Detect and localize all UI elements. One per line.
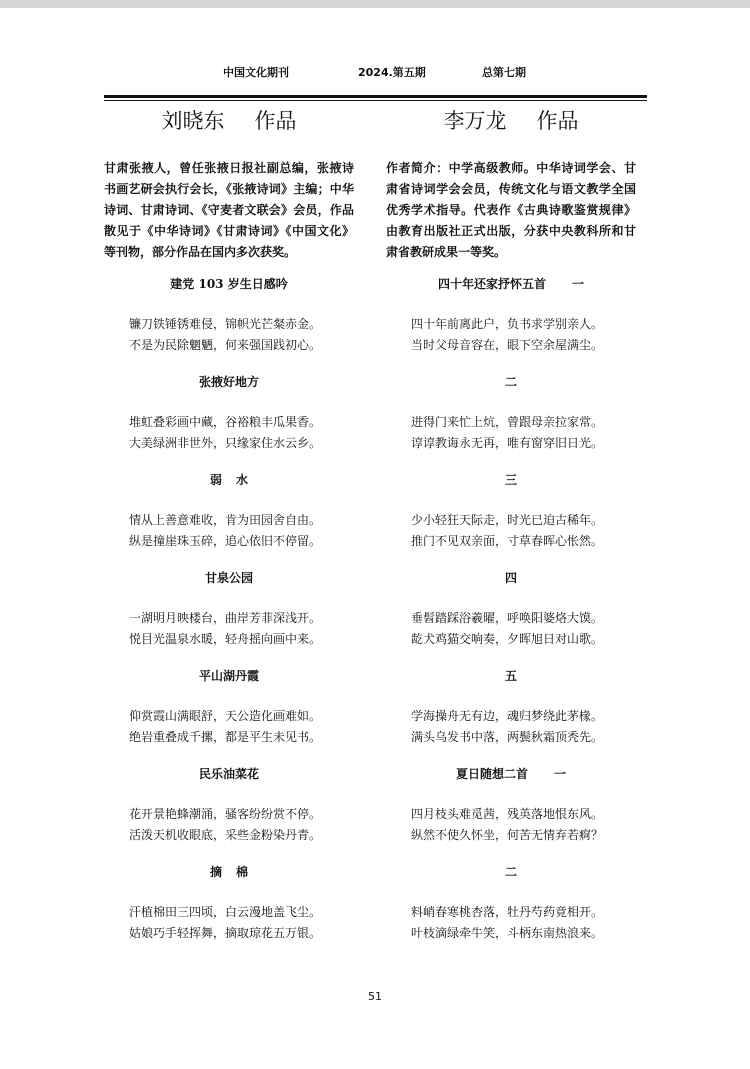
poem-line: 仰赏霞山满眼舒，天公造化画难如。 xyxy=(129,709,322,723)
right-author-suffix: 作品 xyxy=(536,109,579,133)
poem-line: 垂髫踏踩浴羲曜，呼唤阳婆烙大馍。 xyxy=(411,611,604,625)
poem-line: 料峭春寒桃杏落，牡丹芍药竟相开。 xyxy=(411,905,604,919)
poem-line: 活泼天机收眼底，采些金粉染丹青。 xyxy=(129,828,322,842)
poem-title: 建党 103 岁生日感吟 xyxy=(170,277,288,291)
poem-line: 花开景艳蜂潮涌，骚客纷纷赏不停。 xyxy=(129,807,322,821)
poem-line: 大美绿洲非世外，只缘家住水云乡。 xyxy=(129,436,322,450)
left-author-name: 刘晓东 xyxy=(161,109,225,133)
poem-line: 悦目光温泉水暖，轻舟摇向画中来。 xyxy=(129,632,322,646)
poem-title xyxy=(386,272,636,296)
poem-line: 满头乌发书中落，两鬓秋霜顶秃先。 xyxy=(411,730,604,744)
right-author-heading xyxy=(386,105,636,137)
poem xyxy=(104,566,354,664)
poem-line: 堆虹叠彩画中藏，谷裕粮丰瓜果香。 xyxy=(129,415,322,429)
poem-line: 四月枝头难觅茜，残英落地恨东风。 xyxy=(411,807,604,821)
poem-line: 四十年前离此户，负书求学别亲人。 xyxy=(411,317,604,331)
poem-title-text: 四十年还家抒怀五首 xyxy=(437,277,546,291)
poem-title: 二 xyxy=(504,375,517,389)
poem-number: 一 xyxy=(554,767,567,781)
header-rule-thin xyxy=(104,100,647,101)
poem xyxy=(386,566,636,664)
right-column xyxy=(386,104,636,263)
right-author-bio: 作者简介：中学高级教师。中华诗词学会、甘肃省诗词学会会员，传统文化与语文教学全国优秀学术指导。代表作《古典诗歌鉴赏规律》由教育出版社正式出版，分获中央教科所和甘肃省教研成果一等奖。 xyxy=(386,161,636,259)
left-author-bio: 甘肃张掖人，曾任张掖日报社副总编，张掖诗书画艺研会执行会长，《张掖诗词》主编；中华诗词、甘肃诗词、《守麦者文联会》会员，作品散见于《中华诗词》《甘肃诗词》《中国文化》等刊物，部分作品在国内多次获奖。 xyxy=(104,161,354,259)
poem-title: 平山湖丹霞 xyxy=(198,669,259,683)
issue-label: 2024.第五期 xyxy=(358,66,426,79)
poem-line: 纵是撞崖珠玉碎，追心依旧不停留。 xyxy=(129,534,322,548)
left-author-heading xyxy=(104,105,354,137)
poem xyxy=(386,468,636,566)
poem-title: 民乐油菜花 xyxy=(198,767,259,781)
poem xyxy=(386,762,636,860)
right-poems xyxy=(386,272,636,958)
poem xyxy=(104,468,354,566)
poem xyxy=(104,664,354,762)
poem-title: 甘泉公园 xyxy=(204,571,253,585)
poem-line: 一湖明月映楼台，曲岸芳菲深浅开。 xyxy=(129,611,322,625)
poem-line: 当时父母音容在，眼下空余屋满尘。 xyxy=(411,338,604,352)
left-column xyxy=(104,104,354,263)
poem-line: 纵然不使久怀坐，何苦无情弃若痾？ xyxy=(411,828,604,842)
poem-line: 谆谆教诲永无再，唯有窗穿旧日光。 xyxy=(411,436,604,450)
poem-title xyxy=(104,468,354,492)
poem-line: 龁犬鸡猫交响奏，夕晖旭日对山歌。 xyxy=(411,632,604,646)
left-author-suffix: 作品 xyxy=(254,109,297,133)
poem-line: 镰刀铁锤锈难侵，锦帜光芒粲赤金。 xyxy=(129,317,322,331)
poem-title: 四 xyxy=(504,571,517,585)
poem-title: 二 xyxy=(504,865,517,879)
poem-line: 推门不见双亲面，寸草春晖心怅然。 xyxy=(411,534,604,548)
poem-number: 一 xyxy=(572,277,585,291)
poem xyxy=(104,762,354,860)
poem-line: 汗植棉田三四顷，白云漫地盖飞尘。 xyxy=(129,905,322,919)
poem-title xyxy=(386,762,636,786)
poem-line: 姑娘巧手轻挥舞，摘取琼花五万银。 xyxy=(129,926,322,940)
poem-title-part: 摘 xyxy=(209,865,222,879)
poem-line: 进得门来忙上炕，曾跟母亲拉家常。 xyxy=(411,415,604,429)
total-issue-label: 总第七期 xyxy=(482,66,526,79)
poem-line: 叶枝滴绿牵牛笑，斗柄东南热浪来。 xyxy=(411,926,604,940)
poem xyxy=(386,860,636,958)
poem-title: 五 xyxy=(504,669,517,683)
poem-title-part: 水 xyxy=(236,473,249,487)
poem-line: 少小轻狂天际走，时光已迫古稀年。 xyxy=(411,513,604,527)
poem-title-part: 棉 xyxy=(236,865,249,879)
poem xyxy=(386,272,636,370)
poem-line: 情从上善意难收，肯为田园舍自由。 xyxy=(129,513,322,527)
poem-line: 绝岩重叠成千摞，都是平生未见书。 xyxy=(129,730,322,744)
left-poems xyxy=(104,272,354,958)
poem xyxy=(386,664,636,762)
page-header xyxy=(0,64,750,80)
poem xyxy=(104,370,354,468)
right-author-name: 李万龙 xyxy=(443,109,507,133)
header-rule-thick xyxy=(104,95,647,98)
poem-title: 三 xyxy=(504,473,517,487)
poem-title-part: 弱 xyxy=(209,473,222,487)
poem-title: 张掖好地方 xyxy=(198,375,259,389)
journal-name: 中国文化期刊 xyxy=(223,66,289,79)
poem xyxy=(386,370,636,468)
poem-title xyxy=(104,860,354,884)
poem xyxy=(104,272,354,370)
poem-line: 学海操舟无有边，魂归梦绕此茅椽。 xyxy=(411,709,604,723)
poem xyxy=(104,860,354,958)
poem-line: 不是为民除魍魉，何来强国践初心。 xyxy=(129,338,322,352)
top-bar xyxy=(0,0,750,8)
page-number: 51 xyxy=(368,990,382,1003)
poem-title-text: 夏日随想二首 xyxy=(455,767,528,781)
